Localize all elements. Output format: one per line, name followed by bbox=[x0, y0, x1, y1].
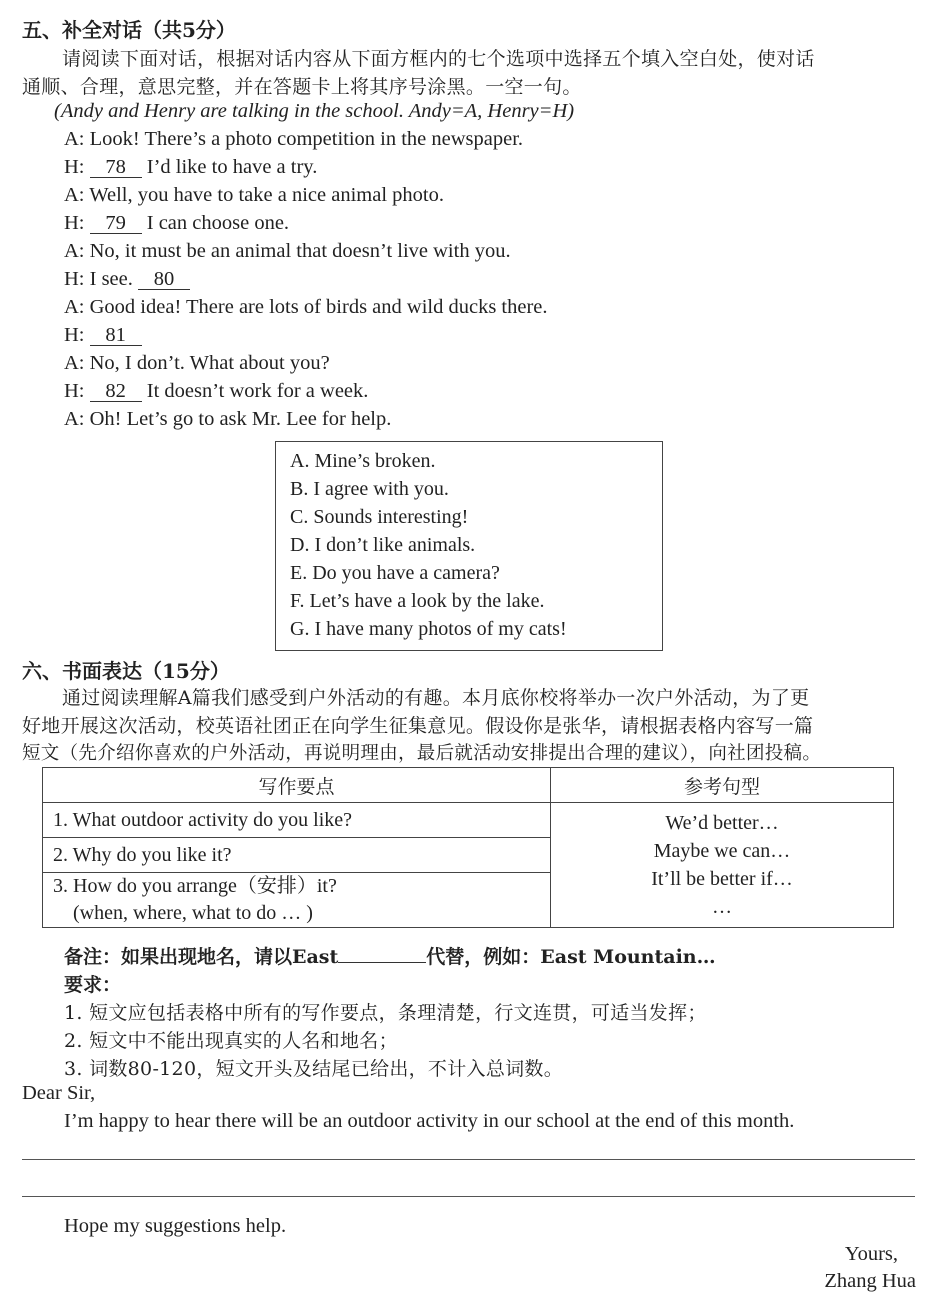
letter-closing: Hope my suggestions help. bbox=[64, 1215, 287, 1237]
option-a[interactable]: A. Mine’s broken. bbox=[290, 450, 436, 472]
dialogue-context: (Andy and Henry are talking in the school. Andy=A, Henry=H) bbox=[54, 100, 575, 122]
option-f[interactable]: F. Let’s have a look by the lake. bbox=[290, 590, 545, 612]
blank-78[interactable]: 78 bbox=[90, 157, 142, 178]
dialogue-text: No, it must be an animal that doesn’t live with you. bbox=[89, 240, 511, 262]
dialogue-line bbox=[64, 380, 368, 403]
note-suffix: 代替，例如：East Mountain… bbox=[426, 946, 716, 968]
blank-81[interactable]: 81 bbox=[90, 325, 142, 346]
blank-80[interactable]: 80 bbox=[138, 269, 190, 290]
dialogue-text: Look! There’s a photo competition in the newspaper. bbox=[89, 128, 524, 150]
section-6-instructions-line-1: 通过阅读理解A篇我们感受到户外活动的有趣。本月底你校将举办一次户外活动，为了更 bbox=[62, 687, 810, 709]
speaker: H: bbox=[64, 324, 85, 346]
blank-82[interactable]: 82 bbox=[90, 381, 142, 402]
pattern-ellipsis: … bbox=[712, 896, 732, 918]
dialogue-line bbox=[64, 408, 391, 431]
section-5-instructions-line-1: 请阅读下面对话，根据对话内容从下面方框内的七个选项中选择五个填入空白处，使对话 bbox=[62, 48, 815, 70]
dialogue-text: I can choose one. bbox=[146, 212, 290, 234]
dialogue-text: I see. bbox=[89, 268, 133, 290]
section-6-instructions-line-3: 短文（先介绍你喜欢的户外活动，再说明理由，最后就活动安排提出合理的建议），向社团投稿。 bbox=[22, 743, 822, 764]
note-prefix: 备注：如果出现地名，请以East bbox=[64, 946, 339, 968]
speaker: A: bbox=[64, 296, 85, 318]
letter-opening: I’m happy to hear there will be an outdoor activity in our school at the end of this month. bbox=[64, 1110, 795, 1132]
dialogue-line bbox=[64, 128, 523, 151]
writing-point-3-hint: (when, where, what to do … ) bbox=[73, 902, 313, 924]
writing-point-3-text: 3. How do you arrange（安排）it? bbox=[53, 875, 337, 897]
dialogue-text: Good idea! There are lots of birds and wild ducks there. bbox=[89, 296, 548, 318]
note bbox=[64, 942, 716, 969]
requirement-1: 1. 短文应包括表格中所有的写作要点，条理清楚，行文连贯，可适当发挥； bbox=[64, 1002, 707, 1024]
reference-patterns-cell bbox=[551, 803, 894, 928]
speaker: A: bbox=[64, 408, 85, 430]
speaker: H: bbox=[64, 268, 85, 290]
dialogue-line bbox=[64, 156, 317, 179]
letter-signoff: Yours, bbox=[844, 1243, 898, 1265]
speaker: H: bbox=[64, 156, 85, 178]
dialogue-line bbox=[64, 352, 330, 375]
dialogue-text: No, I don’t. What about you? bbox=[89, 352, 330, 374]
option-e[interactable]: E. Do you have a camera? bbox=[290, 562, 500, 584]
requirements-title: 要求： bbox=[64, 974, 122, 996]
writing-line-2[interactable] bbox=[22, 1196, 915, 1197]
option-c[interactable]: C. Sounds interesting! bbox=[290, 506, 469, 528]
header-writing-points: 写作要点 bbox=[43, 768, 551, 803]
option-d[interactable]: D. I don’t like animals. bbox=[290, 534, 476, 556]
section-5-title: 五、补全对话（共5分） bbox=[22, 18, 236, 42]
writing-point-1: 1. What outdoor activity do you like? bbox=[43, 803, 551, 838]
speaker: A: bbox=[64, 240, 85, 262]
dialogue-text: I’d like to have a try. bbox=[146, 156, 318, 178]
requirement-2: 2. 短文中不能出现真实的人名和地名； bbox=[64, 1030, 398, 1052]
letter-greeting: Dear Sir, bbox=[22, 1082, 96, 1104]
option-g[interactable]: G. I have many photos of my cats! bbox=[290, 618, 567, 640]
section-6-instructions-line-2: 好地开展这次活动，校英语社团正在向学生征集意见。假设你是张华，请根据表格内容写一篇 bbox=[22, 715, 814, 737]
requirement-3: 3. 词数80-120，短文开头及结尾已给出，不计入总词数。 bbox=[64, 1058, 564, 1080]
dialogue-line bbox=[64, 184, 444, 207]
section-6-title: 六、书面表达（15分） bbox=[22, 659, 230, 683]
pattern-2: Maybe we can… bbox=[653, 840, 791, 862]
dialogue-line bbox=[64, 212, 289, 235]
dialogue-line bbox=[64, 240, 511, 263]
pattern-1: We’d better… bbox=[665, 812, 779, 834]
speaker: H: bbox=[64, 212, 85, 234]
header-reference-patterns: 参考句型 bbox=[551, 768, 894, 803]
speaker: H: bbox=[64, 380, 85, 402]
dialogue-line bbox=[64, 268, 190, 291]
dialogue-text: It doesn’t work for a week. bbox=[146, 380, 369, 402]
writing-point-3 bbox=[43, 873, 551, 928]
speaker: A: bbox=[64, 128, 85, 150]
pattern-3: It’ll be better if… bbox=[651, 868, 793, 890]
speaker: A: bbox=[64, 184, 85, 206]
dialogue-text: Well, you have to take a nice animal photo. bbox=[89, 184, 444, 206]
letter-signature: Zhang Hua bbox=[824, 1270, 916, 1292]
dialogue-line bbox=[64, 324, 142, 347]
options-box bbox=[275, 441, 663, 651]
writing-points-table bbox=[42, 767, 894, 928]
section-5-instructions-line-2: 通顺、合理，意思完整，并在答题卡上将其序号涂黑。一空一句。 bbox=[22, 76, 582, 98]
writing-line-1[interactable] bbox=[22, 1159, 915, 1160]
dialogue-line bbox=[64, 296, 548, 319]
note-blank bbox=[338, 948, 426, 963]
option-b[interactable]: B. I agree with you. bbox=[290, 478, 449, 500]
dialogue-text: Oh! Let’s go to ask Mr. Lee for help. bbox=[89, 408, 392, 430]
speaker: A: bbox=[64, 352, 85, 374]
blank-79[interactable]: 79 bbox=[90, 213, 142, 234]
writing-point-2: 2. Why do you like it? bbox=[43, 838, 551, 873]
